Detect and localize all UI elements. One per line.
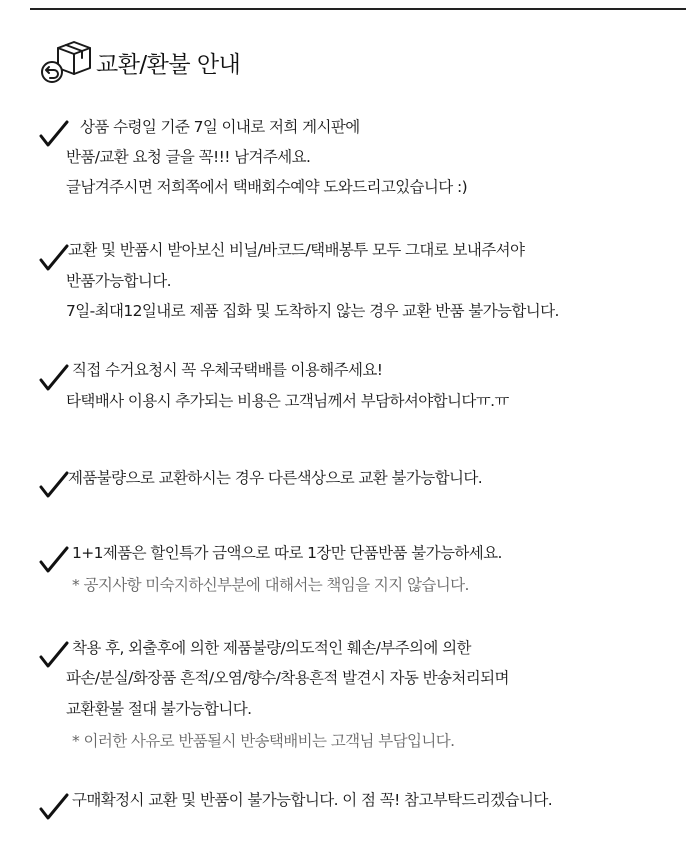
checkmark-icon [38,641,70,669]
notice-footnote: * 공지사항 미숙지하신부분에 대해서는 책임을 지지 않습니다. [72,576,469,594]
checkmark-icon [38,120,70,148]
notice-line: 착용 후, 외출후에 의한 제품불량/의도적인 훼손/부주의에 의한 [72,639,471,657]
notice-line: 직접 수거요청시 꼭 우체국택배를 이용해주세요! [72,361,383,379]
checkmark-icon [38,364,70,392]
notice-line: 구매확정시 교환 및 반품이 불가능합니다. 이 점 꼭! 참고부탁드리겠습니다. [72,791,553,809]
notice-line: 글남겨주시면 저희쪽에서 택배회수예약 도와드리고있습니다 :) [66,178,468,196]
notice-line: 교환환불 절대 불가능합니다. [66,700,252,718]
top-divider [30,8,686,10]
notice-footnote: * 이러한 사유로 반품될시 반송택배비는 고객님 부담입니다. [72,732,455,750]
notice-line: 반품가능합니다. [66,272,171,290]
notice-line: 상품 수령일 기준 7일 이내로 저희 게시판에 [80,118,360,136]
checkmark-icon [38,471,70,499]
page-title: 교환/환불 안내 [96,51,241,78]
notice-line: 제품불량으로 교환하시는 경우 다른색상으로 교환 불가능합니다. [68,469,483,487]
checkmark-icon [38,244,70,272]
notice-line: 7일-최대12일내로 제품 집화 및 도착하지 않는 경우 교환 반품 불가능합니다. [66,302,559,320]
box-return-icon [36,40,94,84]
notice-line: 교환 및 반품시 받아보신 비닐/바코드/택배봉투 모두 그대로 보내주셔야 [68,241,525,259]
notice-line: 파손/분실/화장품 흔적/오염/향수/착용흔적 발견시 자동 반송처리되며 [66,669,509,687]
checkmark-icon [38,546,70,574]
checkmark-icon [38,793,70,821]
notice-line: 타택배사 이용시 추가되는 비용은 고객님께서 부담하셔야합니다ㅠ.ㅠ [66,392,509,410]
section-header [36,40,240,84]
notice-line: 1+1제품은 할인특가 금액으로 따로 1장만 단품반품 불가능하세요. [72,544,502,562]
notice-line: 반품/교환 요청 글을 꼭!!! 남겨주세요. [66,148,311,166]
